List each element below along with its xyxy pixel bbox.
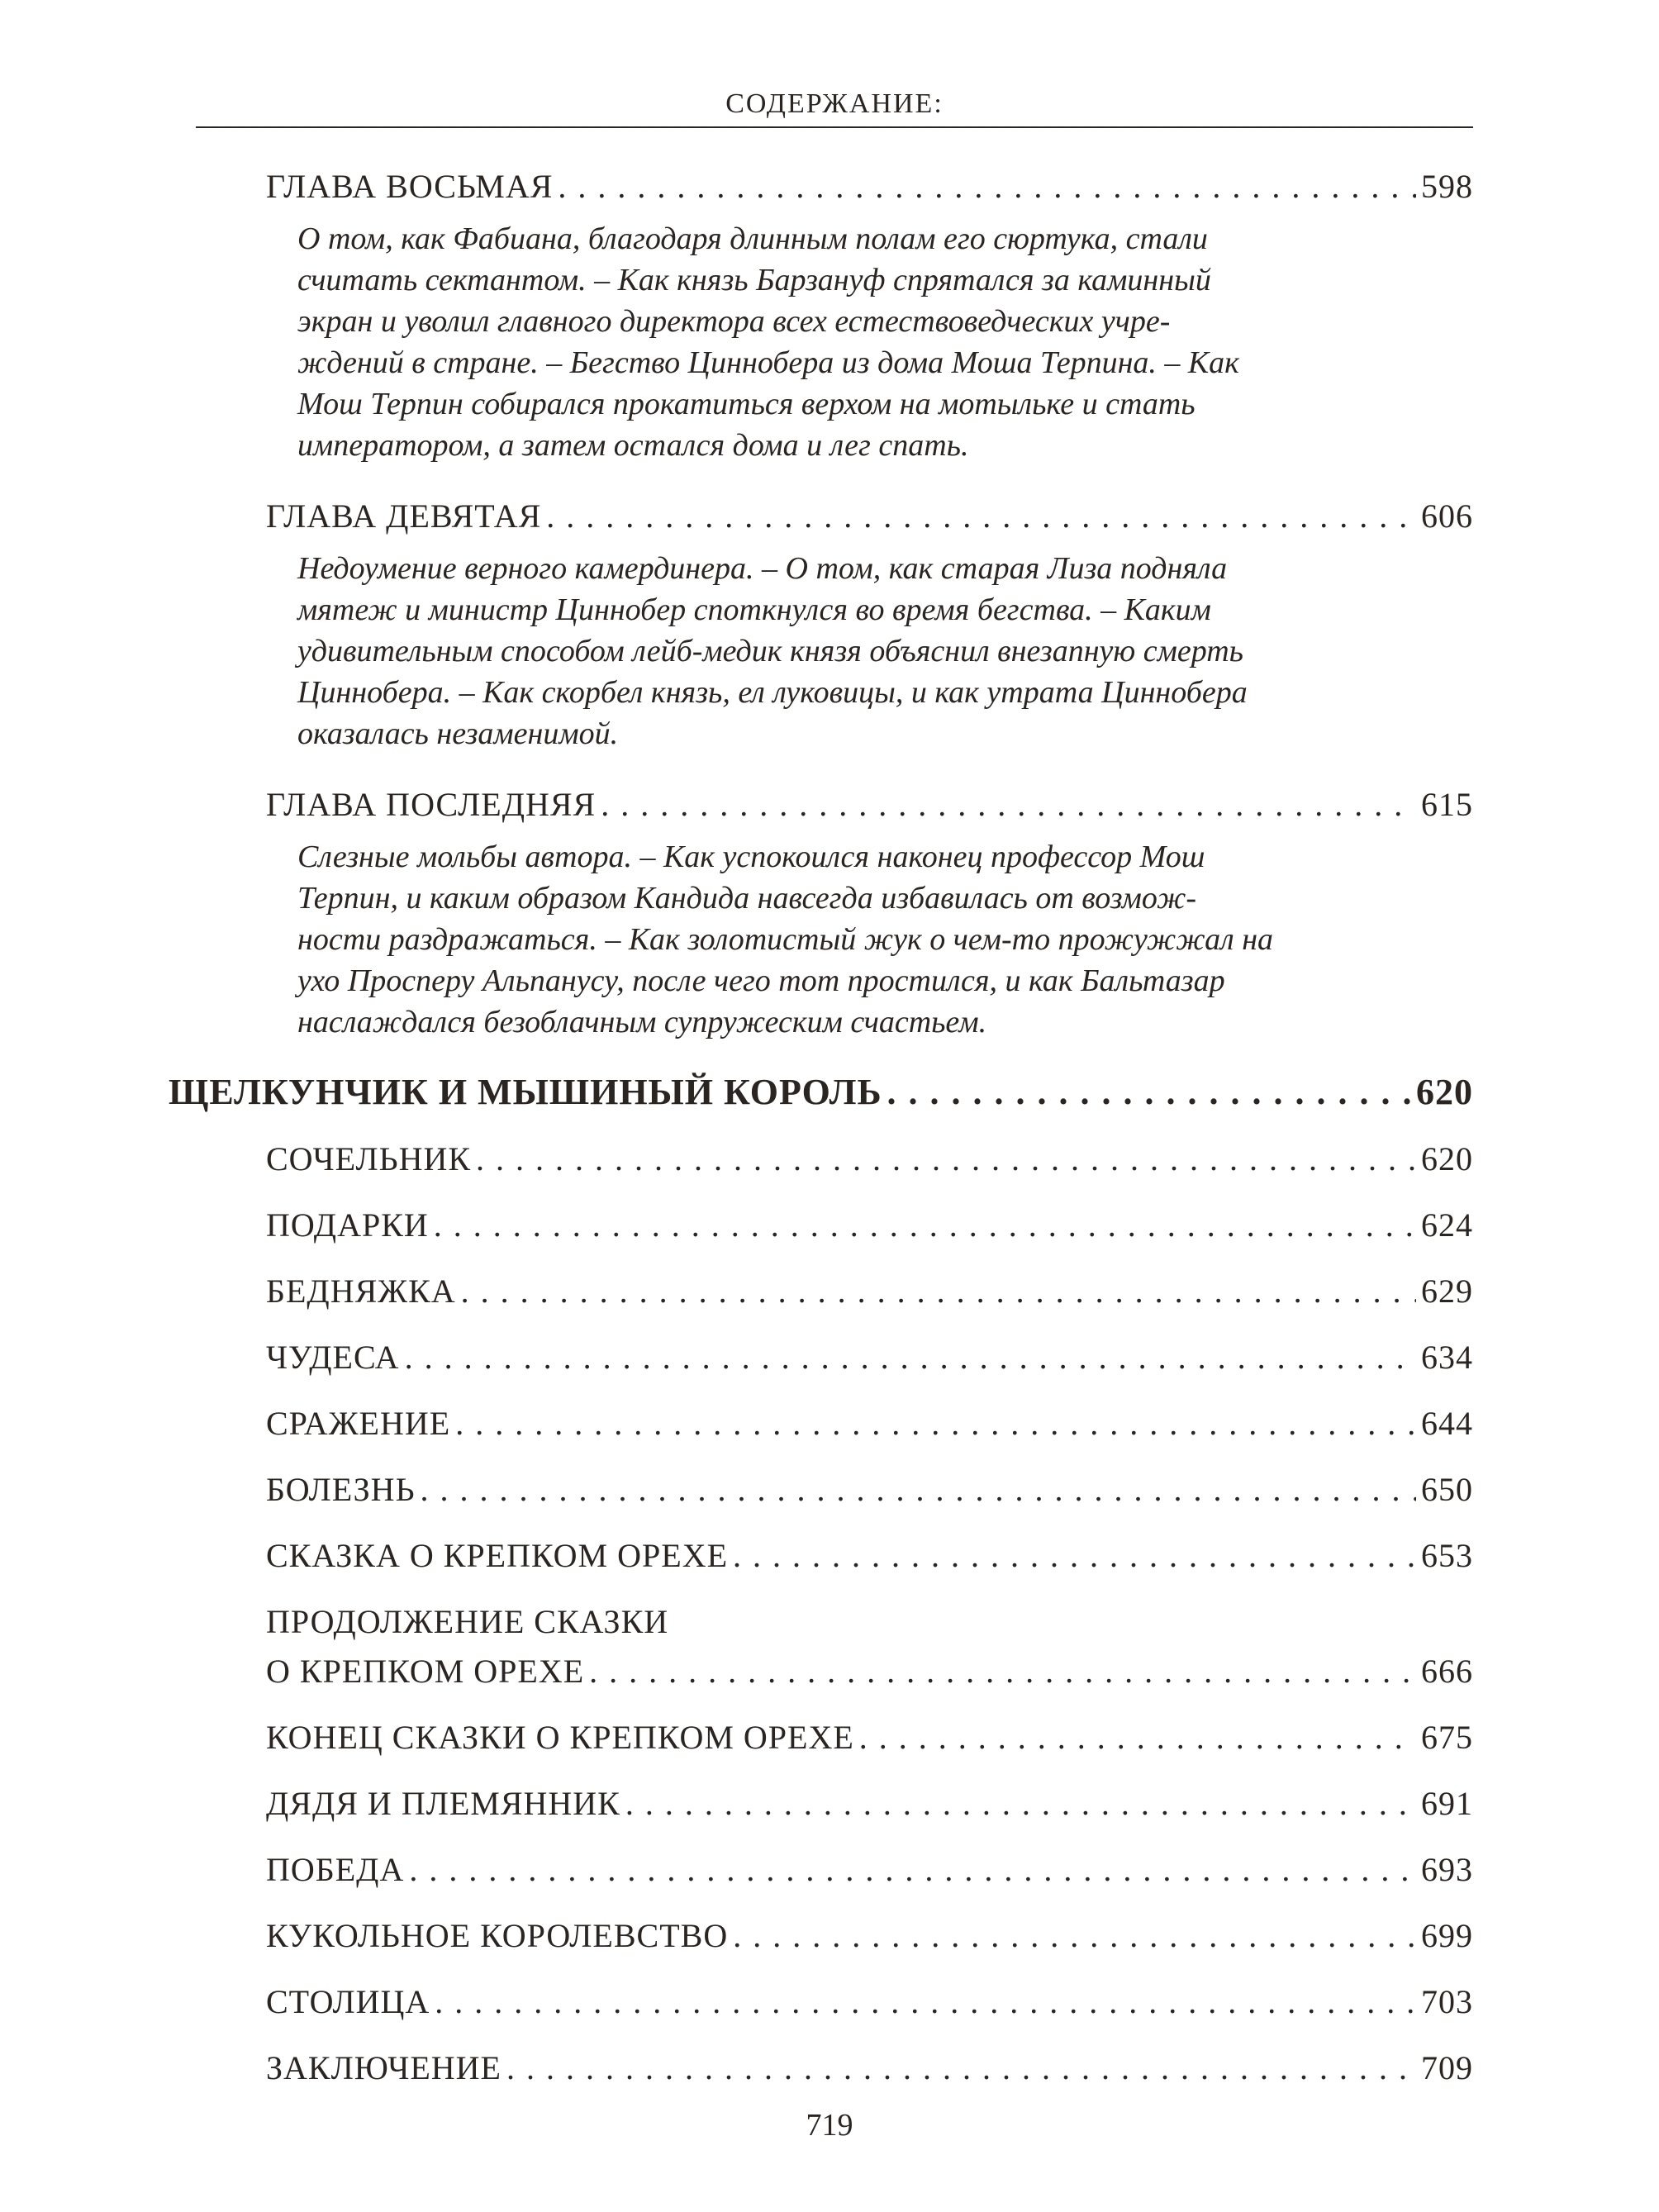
toc-entry-page: 634 [1421, 1339, 1473, 1376]
toc-entry[interactable] [266, 1782, 1473, 1825]
summary-line: ухо Просперу Альпанусу, после чего тот простился, и как Бальтазар [297, 963, 1225, 998]
toc-entry-title: ГЛАВА ВОСЬМАЯ [266, 168, 554, 205]
toc-entry[interactable] [266, 2047, 1473, 2090]
summary-line: оказалась незаменимой. [297, 716, 619, 751]
dot-leader [589, 1650, 1416, 1693]
toc-entry[interactable] [266, 1270, 1473, 1313]
dot-leader [733, 1915, 1416, 1958]
toc-entry[interactable] [266, 1468, 1473, 1511]
dot-leader [409, 1848, 1416, 1891]
summary-line: О том, как Фабиана, благодаря длинным полам его сюртука, стали [297, 221, 1208, 256]
toc-entry-title: ЧУДЕСА [266, 1339, 400, 1376]
summary-line: экран и уволил главного директора всех естествоведческих учре- [297, 304, 1171, 339]
running-header-title: СОДЕРЖАНИЕ: [725, 88, 944, 119]
summary-line: императором, а затем остался дома и лег спать. [297, 428, 969, 463]
toc-entry-page: 699 [1421, 1917, 1473, 1954]
toc-entry-title: СКАЗКА О КРЕПКОМ ОРЕХЕ [266, 1537, 729, 1574]
toc-entry-page: 629 [1421, 1272, 1473, 1310]
toc-entry[interactable] [266, 1336, 1473, 1379]
summary-line: Мош Терпин собирался прокатиться верхом на мотыльке и стать [297, 387, 1196, 421]
toc-entry[interactable] [266, 1534, 1473, 1577]
toc-entry[interactable] [266, 1915, 1473, 1958]
toc-entry-title-line1[interactable]: ПРОДОЛЖЕНИЕ СКАЗКИ [266, 1603, 669, 1640]
toc-entry-page: 675 [1421, 1719, 1473, 1756]
toc-entry-title: О КРЕПКОМ ОРЕХЕ [266, 1653, 585, 1690]
dot-leader [421, 1468, 1416, 1511]
summary-line: мятеж и министр Циннобер споткнулся во время бегства. – Каким [297, 592, 1211, 627]
dot-leader [601, 783, 1416, 826]
dot-leader [546, 495, 1416, 538]
page-number: 719 [806, 2108, 853, 2143]
toc-entry-title: ГЛАВА ДЕВЯТАЯ [266, 497, 542, 535]
toc-entry-page: 615 [1421, 786, 1473, 823]
toc-entry[interactable] [266, 1204, 1473, 1247]
toc-entry-page: 606 [1421, 497, 1473, 535]
dot-leader [859, 1716, 1416, 1759]
toc-entry-page: 650 [1421, 1471, 1473, 1508]
summary-line: удивительным способом лейб-медик князя объяснил внезапную смерть [297, 634, 1243, 668]
toc-entry-title: СТОЛИЦА [266, 1983, 430, 2020]
toc-entry-title: СОЧЕЛЬНИК [266, 1140, 472, 1177]
toc-entry-page: 653 [1421, 1537, 1473, 1574]
toc-entry-title: ПОБЕДА [266, 1851, 405, 1888]
toc-entry-page: 644 [1421, 1405, 1473, 1442]
toc-entry-title: ПОДАРКИ [266, 1206, 429, 1244]
dot-leader [625, 1782, 1416, 1825]
toc-entry-title: КУКОЛЬНОЕ КОРОЛЕВСТВО [266, 1917, 729, 1954]
toc-entry-title: ЗАКЛЮЧЕНИЕ [266, 2049, 502, 2086]
toc-entry-page: 620 [1421, 1140, 1473, 1177]
dot-leader [506, 2047, 1416, 2090]
summary-line: Недоумение верного камердинера. – О том, как старая Лиза подняла [297, 551, 1228, 586]
toc-entry-page: 691 [1421, 1785, 1473, 1822]
toc-entry-title: ГЛАВА ПОСЛЕДНЯЯ [266, 786, 597, 823]
dot-leader [887, 1069, 1411, 1116]
toc-entry-title: ЩЕЛКУНЧИК И МЫШИНЫЙ КОРОЛЬ [169, 1072, 882, 1112]
toc-entry[interactable] [266, 1716, 1473, 1759]
dot-leader [558, 165, 1416, 208]
toc-entry-title: БОЛЕЗНЬ [266, 1471, 416, 1508]
toc-entry-chapter-nine[interactable] [266, 495, 1473, 538]
summary-line: ности раздражаться. – Как золотистый жук о чем-то прожужжал на [297, 922, 1274, 957]
dot-leader [733, 1534, 1416, 1577]
chapter-summary [297, 218, 1421, 466]
toc-entry-title: БЕДНЯЖКА [266, 1272, 456, 1310]
dot-leader [435, 1981, 1416, 2024]
toc-entry[interactable] [266, 1650, 1473, 1693]
summary-line: наслаждался безоблачным супружеским счастьем. [297, 1005, 987, 1039]
dot-leader [455, 1402, 1416, 1445]
toc-entry[interactable] [266, 1981, 1473, 2024]
chapter-summary [297, 836, 1421, 1043]
toc-entry-nutcracker[interactable] [169, 1069, 1473, 1116]
summary-line: Слезные мольбы автора. – Как успокоился наконец профессор Мош [297, 840, 1205, 874]
summary-line: Циннобера. – Как скорбел князь, ел луковицы, и как утрата Циннобера [297, 675, 1248, 710]
toc-entry-page: 693 [1421, 1851, 1473, 1888]
toc-entry-page: 666 [1421, 1653, 1473, 1690]
toc-entry-title: ДЯДЯ И ПЛЕМЯННИК [266, 1785, 620, 1822]
toc-entry[interactable] [266, 1848, 1473, 1891]
header-rule [196, 126, 1473, 128]
summary-line: ждений в стране. – Бегство Циннобера из дома Моша Терпина. – Как [297, 345, 1239, 380]
toc-entry-chapter-last[interactable] [266, 783, 1473, 826]
toc-entry-chapter-eight[interactable] [266, 165, 1473, 208]
dot-leader [434, 1204, 1416, 1247]
toc-entry-page: 624 [1421, 1206, 1473, 1244]
toc-entry-page: 598 [1421, 168, 1473, 205]
dot-leader [405, 1336, 1416, 1379]
toc-entry-page: 709 [1421, 2049, 1473, 2086]
toc-entry-title: СРАЖЕНИЕ [266, 1405, 451, 1442]
toc-entry-title: КОНЕЦ СКАЗКИ О КРЕПКОМ ОРЕХЕ [266, 1719, 854, 1756]
toc-entry[interactable] [266, 1402, 1473, 1445]
chapter-summary [297, 548, 1421, 754]
dot-leader [476, 1138, 1416, 1181]
toc-entry-page: 620 [1416, 1072, 1473, 1112]
toc-entry[interactable] [266, 1138, 1473, 1181]
summary-line: Терпин, и каким образом Кандида навсегда избавилась от возмож- [297, 881, 1196, 916]
dot-leader [461, 1270, 1416, 1313]
toc-entry-page: 703 [1421, 1983, 1473, 2020]
summary-line: считать сектантом. – Как князь Барзануф спрятался за каминный [297, 263, 1211, 297]
